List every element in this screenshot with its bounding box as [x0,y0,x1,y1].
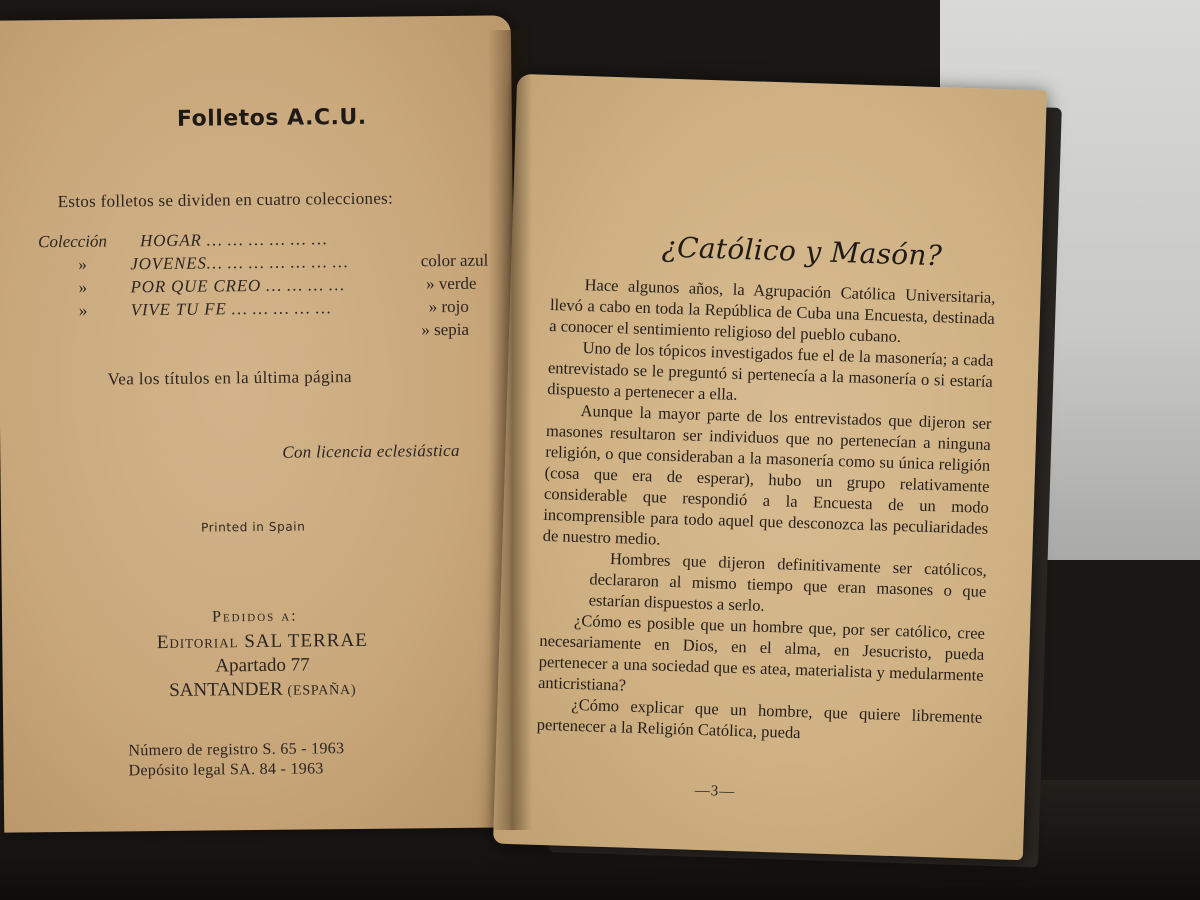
question-paragraph: ¿Cómo explicar que un hombre, que quiere libremente pertenecer a la Religión Católica, pueda [536,694,983,743]
collections-list [38,228,489,348]
publisher-city-line: SANTANDER (ESPAÑA) [169,678,357,701]
collection-row [39,320,489,348]
orders-label: Pedidos a: [211,607,298,626]
legal-deposit: Depósito legal SA. 84 - 1963 [128,760,324,780]
collection-prefix: » [78,300,88,320]
paragraph: Uno de los tópicos investigados fue el de la masonería; a cada entrevistado se le preguntó si pertenecía a la masonería o si estaría dispuesto a pertenecer a ella. [547,338,994,404]
ecclesiastical-license: Con licencia eclesiástica [282,440,460,462]
see-titles-note: Vea los títulos en la última página [107,367,353,389]
collection-prefix: » [78,254,87,274]
publisher-box: Apartado 77 [215,654,310,677]
paragraph: Hace algunos años, la Agrupación Católica Universitaria, llevó a cabo en toda la República de Cuba una Encuesta, destinada a conocer el sentimiento religioso del pueblo cubano. [549,275,996,347]
registry-number: Número de registro S. 65 - 1963 [128,740,345,760]
article-title: ¿Católico y Masón? [661,230,943,273]
collection-color: » verde [425,273,477,294]
collection-name: HOGAR … … … … … … [139,229,328,251]
collection-prefix: » [78,277,88,297]
collection-color: color azul [420,250,489,271]
collections-intro: Estos folletos se dividen en cuatro colecciones: [57,188,394,212]
collection-name: POR QUE CREO … … … … [130,275,346,297]
page-number: —3— [694,782,736,801]
publisher-address [142,629,383,706]
registry-info [128,739,344,781]
publisher-name: Editorial SAL TERRAE [156,629,368,654]
booklet-series-title: Folletos A.C.U. [176,104,367,132]
paragraph: Aunque la mayor parte de los entrevistados que dijeron ser masones resultaron ser individuos que no pertenecían a ninguna religión, o que consideraban a la masonería como su única religión (cosa que era de esperar), hubo un grupo relativamente considerable que respondió a la Encuesta de un modo incomprensible para todo aquel que desconozca las peculiaridades de nuestro medio. [542,401,992,549]
collection-color: » sepia [421,319,470,340]
collection-name: VIVE TU FE … … … … … [130,298,332,320]
collection-color: » rojo [428,296,469,317]
right-page [493,74,1047,860]
collection-prefix: Colección [37,231,108,252]
article-body [536,273,995,749]
collection-name: JOVENES… … … … … … … [130,252,349,274]
quoted-finding: Hombres que dijeron definitivamente ser católicos, declararon al mismo tiempo que eran masones o que estarían dispuestos a serlo. [588,549,988,615]
left-page [0,15,519,832]
printed-in-note: Printed in Spain [201,519,306,535]
question-paragraph: ¿Cómo es posible que un hombre que, por ser católico, cree necesariamente en Dios, en el alma, en Jesucristo, pueda pertenecer a una sociedad que es atea, materialista y medularmente anticristiana? [537,610,986,695]
